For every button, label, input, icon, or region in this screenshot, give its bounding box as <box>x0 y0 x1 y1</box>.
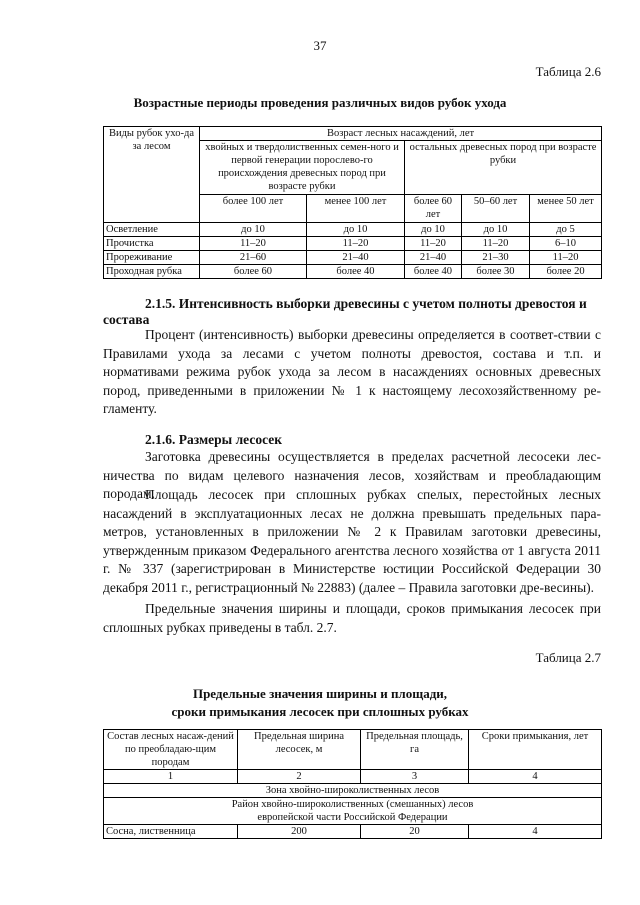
paragraph: Площадь лесосек при сплошных рубках спелых, перестойных лесных насаждений в эксплуатационных лесах не должна превышать предельных пара-метров, установленных в приложении № 2 к Правилам заготовки древесины, утвержденным приказом Федерального агентства лесного хозяйства от 1 августа 2011 г. № 337 (зарегистрирован в Министерстве юстиции Российской Федерации 30 декабря 2011 г., регистрационный № 22883) (далее – Правила заготовки дре-весины). <box>103 487 601 595</box>
header-cell-types: Виды рубок ухо-да за лесом <box>104 127 200 223</box>
table-cell: более 30 <box>462 265 530 279</box>
section-heading-2-1-5: 2.1.5. Интенсивность выборки древесины с учетом полноты древостоя и состава <box>103 296 587 327</box>
header-sub-cell: более 60 лет <box>405 195 462 223</box>
table-title-2-7-line1: Предельные значения ширины и площади, <box>192 686 448 701</box>
column-number: 2 <box>238 770 361 784</box>
paragraph: Заготовка древесины осуществляется в пределах расчетной лесосеки лес-ничества по видам целевого назначения лесов, хозяйствам и преобладающим породам. <box>103 449 601 502</box>
header-cell: Состав лесных насаж-дений по преобладаю-щим породам <box>104 730 238 770</box>
table-cell: более 40 <box>307 265 405 279</box>
table-title-2-7-line2: сроки примыкания лесосек при сплошных рубках <box>171 704 469 719</box>
table-cell: до 10 <box>307 223 405 237</box>
paragraph: Процент (интенсивность) выборки древесины определяется в соответ-ствии с Правилами ухода за лесами с учетом полноты древостоя, состава и т.п. и нормативами режима рубок ухода за лесом в насаждениях основных древесных пород, приведенными в приложении № 1 к настоящему лесохозяйственному ре-гламенту. <box>103 327 601 417</box>
header-cell: Предельная площадь, га <box>361 730 469 770</box>
header-sub-cell: менее 100 лет <box>307 195 405 223</box>
table-cell: более 40 <box>405 265 462 279</box>
table-2-7 <box>103 729 602 839</box>
row-label: Прореживание <box>104 251 200 265</box>
header-cell: Предельная ширина лесосек, м <box>238 730 361 770</box>
table-cell: 21–30 <box>462 251 530 265</box>
table-title-2-6: Возрастные периоды проведения различных видов рубок ухода <box>133 95 507 110</box>
paragraph: Предельные значения ширины и площади, сроков примыкания лесосек при сплошных рубках приведены в табл. 2.7. <box>103 601 601 635</box>
table-cell: 6–10 <box>530 237 602 251</box>
header-cell: Сроки примыкания, лет <box>469 730 602 770</box>
page-number: 37 <box>313 38 327 53</box>
table-cell: до 5 <box>530 223 602 237</box>
row-label: Прочистка <box>104 237 200 251</box>
table-cell: до 10 <box>200 223 307 237</box>
column-number: 4 <box>469 770 602 784</box>
header-sub-cell: более 100 лет <box>200 195 307 223</box>
table-row <box>104 251 602 265</box>
zone-row: Зона хвойно-широколиственных лесов <box>104 784 602 798</box>
section-heading-2-1-6: 2.1.6. Размеры лесосек <box>145 432 282 447</box>
header-sub-cell: 50–60 лет <box>462 195 530 223</box>
table-cell: 11–20 <box>462 237 530 251</box>
table-row <box>104 237 602 251</box>
table-cell: 21–40 <box>307 251 405 265</box>
table-cell: 21–40 <box>405 251 462 265</box>
row-label: Осветление <box>104 223 200 237</box>
table-cell: более 20 <box>530 265 602 279</box>
table-cell: более 60 <box>200 265 307 279</box>
table-cell: 21–60 <box>200 251 307 265</box>
table-cell: 200 <box>238 825 361 839</box>
table-row <box>104 825 602 839</box>
header-cell-group2: остальных древесных пород при возрасте рубки <box>405 141 602 195</box>
table-row <box>104 265 602 279</box>
region-row <box>104 798 602 825</box>
table-cell: 20 <box>361 825 469 839</box>
table-label-2-6: Таблица 2.6 <box>535 64 601 79</box>
table-cell: 4 <box>469 825 602 839</box>
column-number: 1 <box>104 770 238 784</box>
row-label: Проходная рубка <box>104 265 200 279</box>
table-cell: 11–20 <box>405 237 462 251</box>
region-text: Район хвойно-широколиственных (смешанных) лесов европейской части Российской Федерации <box>231 799 474 823</box>
column-number: 3 <box>361 770 469 784</box>
table-2-6 <box>103 126 602 279</box>
table-cell: до 10 <box>462 223 530 237</box>
row-label: Сосна, лиственница <box>104 825 238 839</box>
header-cell-age: Возраст лесных насаждений, лет <box>200 127 602 141</box>
header-cell-group1: хвойных и твердолиственных семен-ного и первой генерации порослево-го происхождения древесных пород при возрасте рубки <box>200 141 405 195</box>
table-cell: до 10 <box>405 223 462 237</box>
header-sub-cell: менее 50 лет <box>530 195 602 223</box>
table-cell: 11–20 <box>530 251 602 265</box>
table-row <box>104 223 602 237</box>
table-cell: 11–20 <box>307 237 405 251</box>
table-label-2-7: Таблица 2.7 <box>535 650 601 665</box>
table-cell: 11–20 <box>200 237 307 251</box>
